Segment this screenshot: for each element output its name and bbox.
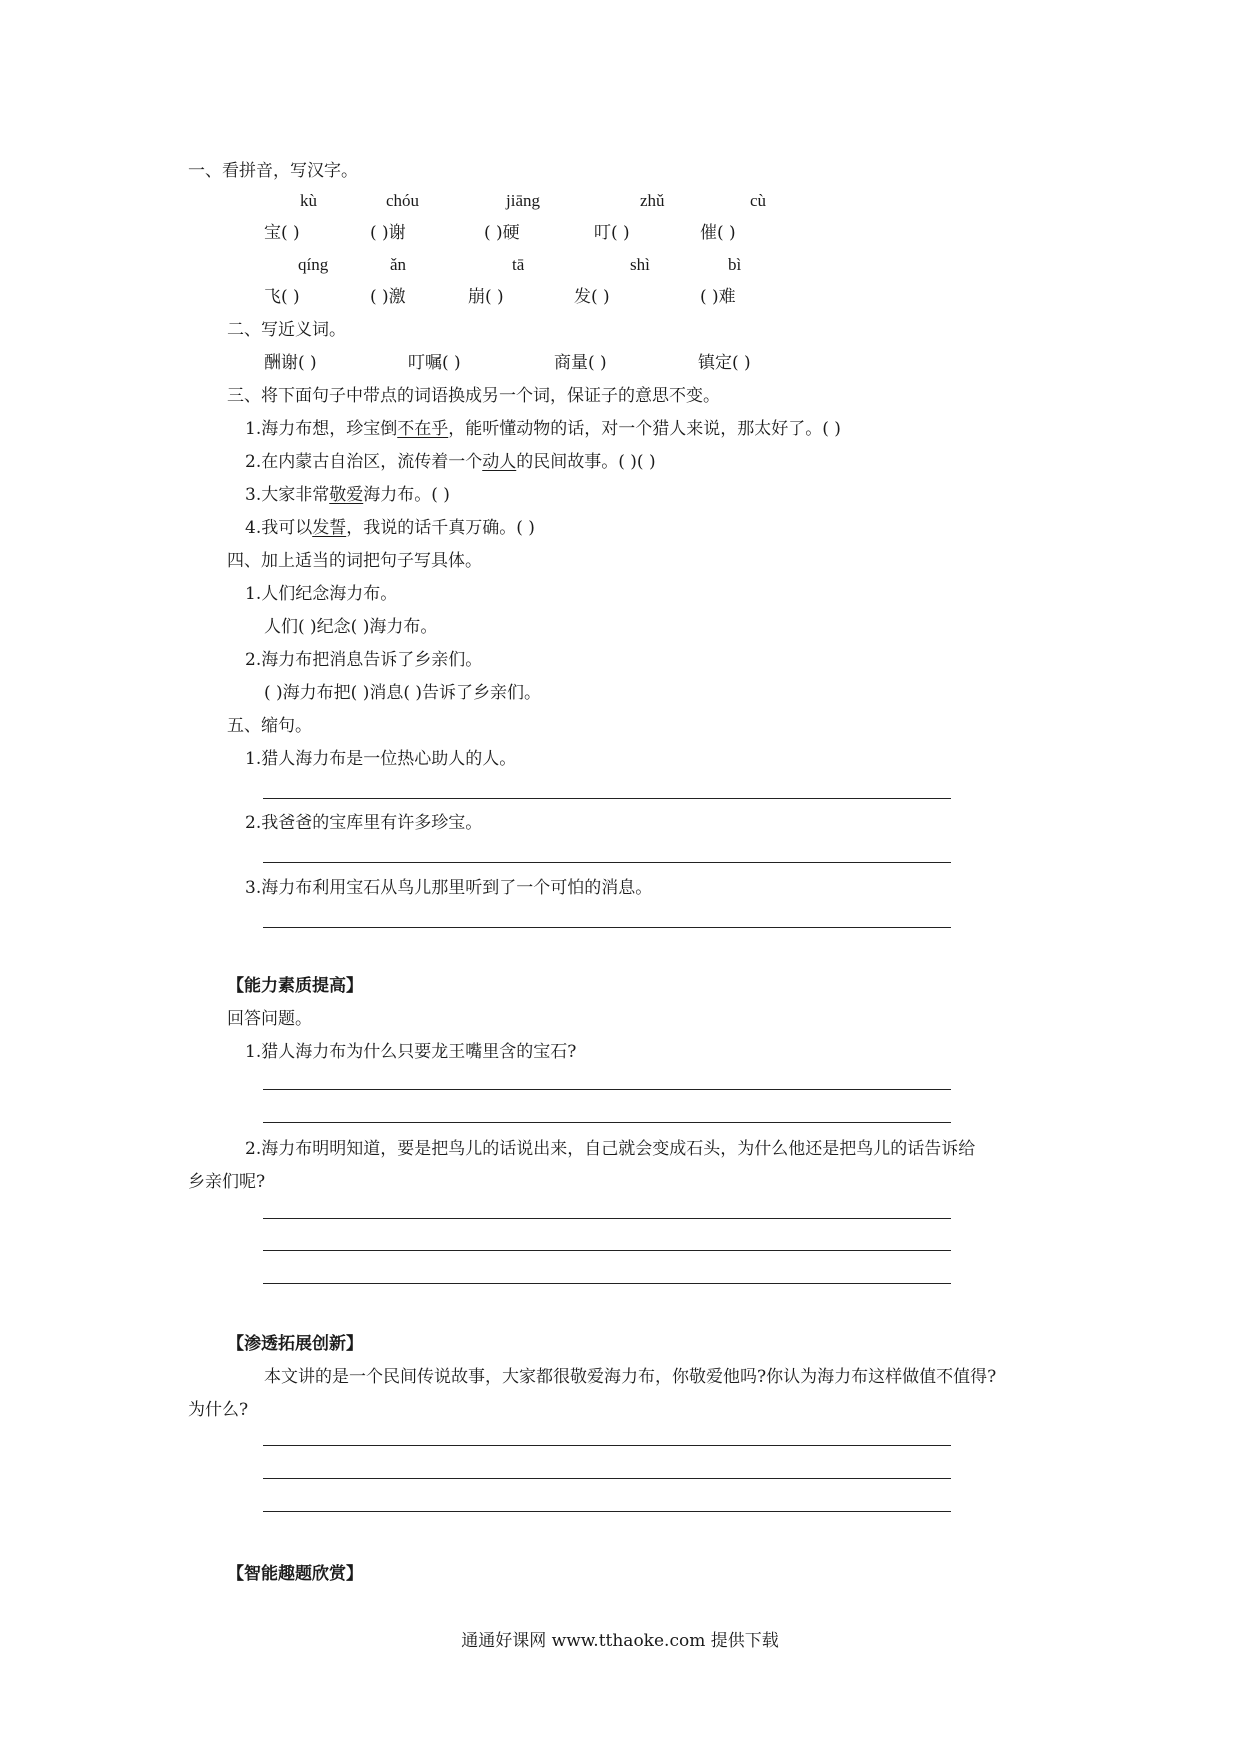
- section5-question-1: 1.猎人海力布是一位热心助人的人。: [245, 749, 517, 769]
- answer-line: [263, 927, 951, 928]
- section3-question-3: [245, 484, 450, 506]
- synonym-item: 酬谢( ): [264, 353, 317, 373]
- section3-question-4: [245, 517, 535, 539]
- char-item: 催( ): [700, 223, 736, 243]
- answer-line: [263, 862, 951, 863]
- pinyin: bì: [728, 255, 742, 274]
- question-text: ，能听懂动物的话，对一个猎人来说，那太好了。( ): [448, 419, 841, 439]
- section1-title: 一、看拼音，写汉字。: [188, 161, 358, 181]
- answer-line: [263, 1511, 951, 1512]
- answer-line: [263, 1089, 951, 1090]
- synonym-item: 叮嘱( ): [408, 353, 461, 373]
- section3-question-1: [245, 418, 841, 440]
- pinyin: shì: [630, 255, 650, 274]
- answer-line: [263, 1445, 951, 1446]
- section4-question-2: 2.海力布把消息告诉了乡亲们。: [245, 650, 483, 670]
- extension-text: 本文讲的是一个民间传说故事，大家都很敬爱海力布，你敬爱他吗?你认为海力布这样做值不值得?: [264, 1367, 997, 1387]
- section4-fill-1: 人们( )纪念( )海力布。: [264, 617, 438, 637]
- pinyin: ǎn: [390, 255, 407, 274]
- char-item: ( )激: [370, 287, 406, 307]
- section4-question-1: 1.人们纪念海力布。: [245, 584, 398, 604]
- synonym-item: 商量( ): [554, 353, 607, 373]
- char-item: 发( ): [574, 287, 610, 307]
- char-item: 崩( ): [468, 287, 504, 307]
- question-text: 2.在内蒙古自治区，流传着一个: [245, 452, 483, 472]
- section5-question-3: 3.海力布利用宝石从鸟儿那里听到了一个可怕的消息。: [245, 878, 653, 898]
- answer-line: [263, 798, 951, 799]
- question-text: 1.海力布想，珍宝倒: [245, 419, 398, 439]
- question-text: ，我说的话千真万确。( ): [346, 518, 535, 538]
- extension-heading: 【渗透拓展创新】: [227, 1334, 363, 1354]
- section5-question-2: 2.我爸爸的宝库里有许多珍宝。: [245, 813, 483, 833]
- ability-intro: 回答问题。: [227, 1009, 312, 1029]
- question-text: 的民间故事。( )( ): [516, 452, 656, 472]
- underlined-word: 敬爱: [329, 485, 364, 505]
- underlined-word: 发誓: [312, 518, 347, 538]
- char-item: ( )硬: [484, 223, 520, 243]
- pinyin: tā: [512, 255, 525, 274]
- underlined-word: 不在乎: [397, 419, 449, 439]
- pinyin: zhǔ: [640, 191, 665, 210]
- answer-line: [263, 1478, 951, 1479]
- question-text: 4.我可以: [245, 518, 313, 538]
- underlined-word: 动人: [482, 452, 517, 472]
- pinyin: jiāng: [506, 191, 540, 210]
- pinyin: cù: [750, 191, 767, 210]
- page-footer: 通通好课网 www.tthaoke.com 提供下载: [461, 1631, 779, 1651]
- ability-question-2: 2.海力布明明知道，要是把鸟儿的话说出来，自己就会变成石头，为什么他还是把鸟儿的话告诉给: [245, 1139, 976, 1159]
- answer-line: [263, 1283, 951, 1284]
- char-item: 宝( ): [264, 223, 300, 243]
- pinyin: qíng: [298, 255, 329, 274]
- answer-line: [263, 1122, 951, 1123]
- char-item: ( )难: [700, 287, 736, 307]
- ability-question-2-cont: 乡亲们呢?: [188, 1172, 266, 1192]
- section5-title: 五、缩句。: [227, 716, 312, 736]
- char-item: ( )谢: [370, 223, 406, 243]
- section2-title: 二、写近义词。: [227, 320, 346, 340]
- answer-line: [263, 1218, 951, 1219]
- char-item: 叮( ): [594, 223, 630, 243]
- answer-line: [263, 1250, 951, 1251]
- pinyin: kù: [300, 191, 317, 210]
- question-text: 3.大家非常: [245, 485, 330, 505]
- section3-question-2: [245, 451, 656, 473]
- extension-text-cont: 为什么?: [188, 1400, 249, 1420]
- section3-title: 三、将下面句子中带点的词语换成另一个词，保证子的意思不变。: [227, 386, 720, 406]
- ability-heading: 【能力素质提高】: [227, 976, 363, 996]
- question-text: 海力布。( ): [363, 485, 450, 505]
- smart-heading: 【智能趣题欣赏】: [227, 1564, 363, 1584]
- char-item: 飞( ): [264, 287, 300, 307]
- ability-question-1: 1.猎人海力布为什么只要龙王嘴里含的宝石?: [245, 1042, 577, 1062]
- section4-title: 四、加上适当的词把句子写具体。: [227, 551, 482, 571]
- synonym-item: 镇定( ): [698, 353, 751, 373]
- section4-fill-2: ( )海力布把( )消息( )告诉了乡亲们。: [264, 683, 542, 703]
- pinyin: chóu: [386, 191, 420, 210]
